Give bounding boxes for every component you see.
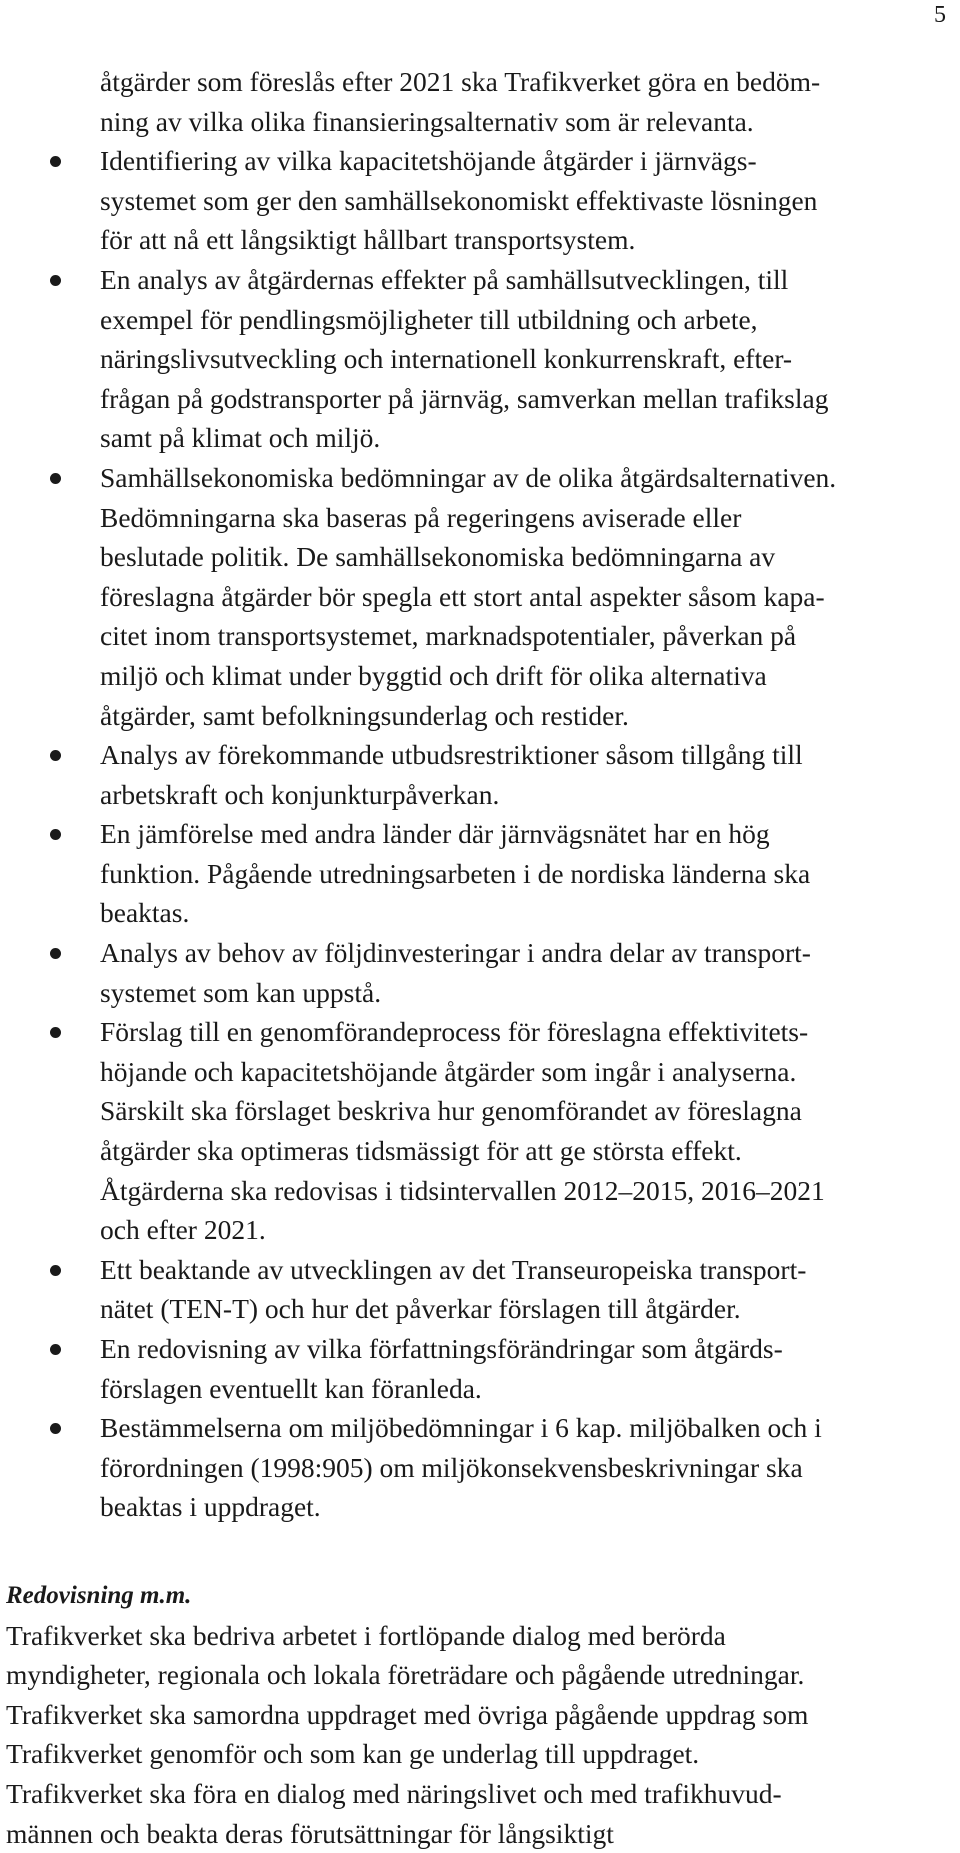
bullet-dot-icon	[50, 1265, 61, 1276]
bullet-text-line: beaktas i uppdraget.	[100, 1491, 321, 1523]
bullet-text-line: för att nå ett långsiktigt hållbart transportsystem.	[100, 224, 636, 256]
bullet-item-2	[0, 260, 960, 458]
bullet-text-line: föreslagna åtgärder bör spegla ett stort antal aspekter såsom kapa-	[100, 580, 825, 612]
bullet-dot-icon	[50, 829, 61, 840]
section-text-line: Trafikverket ska bedriva arbetet i fortlöpande dialog med berörda	[6, 1619, 726, 1651]
bullet-text-line: höjande och kapacitetshöjande åtgärder som ingår i analyserna.	[100, 1055, 797, 1087]
bullet-dot-icon	[50, 1344, 61, 1355]
bullet-text-line: miljö och klimat under byggtid och drift för olika alternativa	[100, 659, 767, 691]
bullet-text-line: Bestämmelserna om miljöbedömningar i 6 kap. miljöbalken och i	[100, 1412, 822, 1444]
bullet-dot-icon	[50, 750, 61, 761]
section-text-line: Trafikverket ska föra en dialog med näringslivet och med trafikhuvud-	[6, 1777, 782, 1809]
bullet-text-line: Ett beaktande av utvecklingen av det Transeuropeiska transport-	[100, 1253, 807, 1285]
bullet-text-line: åtgärder, samt befolkningsunderlag och restider.	[100, 699, 629, 731]
bullet-item-9	[0, 1329, 960, 1408]
bullet-text-line: En analys av åtgärdernas effekter på samhällsutvecklingen, till	[100, 263, 789, 295]
bullet-text-line: förslagen eventuellt kan föranleda.	[100, 1372, 482, 1404]
bullet-text-line: samt på klimat och miljö.	[100, 422, 381, 454]
bullet-text-line: arbetskraft och konjunkturpåverkan.	[100, 778, 500, 810]
bullet-text-line: citet inom transportsystemet, marknadspotentialer, påverkan på	[100, 620, 797, 652]
bullet-item-7	[0, 1012, 960, 1250]
bullet-text-line: Identifiering av vilka kapacitetshöjande åtgärder i järnvägs-	[100, 145, 757, 177]
bullet-item-6	[0, 933, 960, 1012]
bullet-text-line: En jämförelse med andra länder där järnvägsnätet har en hög	[100, 818, 770, 850]
bullet-dot-icon	[50, 473, 61, 484]
bullet-text-line: En redovisning av vilka författningsförändringar som åtgärds-	[100, 1333, 783, 1364]
bullet-text-line: Förslag till en genomförandeprocess för föreslagna effektivitets-	[100, 1016, 809, 1048]
section-heading: Redovisning m.m.	[6, 1581, 192, 1609]
bullet-text-line: Åtgärderna ska redovisas i tidsintervallen 2012–2015, 2016–2021	[100, 1174, 825, 1206]
bullet-text-line: förordningen (1998:905) om miljökonsekvensbeskrivningar ska	[100, 1451, 803, 1483]
bullet-item-4	[0, 735, 960, 814]
bullet-text-line: Bedömningarna ska baseras på regeringens aviserade eller	[100, 501, 742, 533]
bullet-item-10	[0, 1408, 960, 1527]
section-text-line: Trafikverket ska samordna uppdraget med övriga pågående uppdrag som	[6, 1698, 809, 1730]
bullet-item-5	[0, 814, 960, 933]
bullet-text-line: och efter 2021.	[100, 1214, 266, 1246]
intro-line: åtgärder som föreslås efter 2021 ska Trafikverket göra en bedöm-	[100, 66, 821, 97]
bullet-dot-icon	[50, 275, 61, 286]
section-text-line: männen och beakta deras förutsättningar för långsiktigt	[6, 1817, 614, 1849]
bullet-text-line: beslutade politik. De samhällsekonomiska bedömningarna av	[100, 541, 776, 573]
bullet-dot-icon	[50, 1423, 61, 1434]
document-body	[0, 62, 960, 1853]
bullet-text-line: exempel för pendlingsmöjligheter till utbildning och arbete,	[100, 303, 758, 335]
bullet-text-line: systemet som ger den samhällsekonomiskt effektivaste lösningen	[100, 184, 818, 216]
bullet-item-1	[0, 141, 960, 260]
bullet-list	[0, 141, 960, 1527]
bullet-dot-icon	[50, 1027, 61, 1038]
bullet-text-line: Särskilt ska förslaget beskriva hur genomförandet av föreslagna	[100, 1095, 802, 1127]
bullet-text-line: Samhällsekonomiska bedömningar av de olika åtgärdsalternativen.	[100, 461, 837, 493]
bullet-dot-icon	[50, 156, 61, 167]
bullet-item-8	[0, 1250, 960, 1329]
bullet-item-3	[0, 458, 960, 735]
bullet-text-line: systemet som kan uppstå.	[100, 976, 382, 1008]
bullet-text-line: beaktas.	[100, 897, 190, 929]
bullet-text-line: funktion. Pågående utredningsarbeten i de nordiska länderna ska	[100, 857, 811, 889]
intro-line: ning av vilka olika finansieringsalternativ som är relevanta.	[100, 105, 754, 137]
page-number: 5	[934, 2, 946, 28]
bullet-text-line: nätet (TEN-T) och hur det påverkar förslagen till åtgärder.	[100, 1293, 741, 1325]
section-spacer	[0, 1527, 960, 1576]
section-text-line: Trafikverket genomför och som kan ge underlag till uppdraget.	[6, 1738, 700, 1770]
intro-paragraph	[0, 62, 960, 141]
bullet-text-line: frågan på godstransporter på järnväg, samverkan mellan trafikslag	[100, 382, 829, 414]
bullet-text-line: åtgärder ska optimeras tidsmässigt för att ge största effekt.	[100, 1135, 742, 1167]
section-text-line: myndigheter, regionala och lokala företrädare och pågående utredningar.	[6, 1659, 805, 1691]
bullet-text-line: Analys av behov av följdinvesteringar i andra delar av transport-	[100, 937, 811, 969]
section-redovisning	[0, 1576, 960, 1853]
bullet-text-line: näringslivsutveckling och internationell konkurrenskraft, efter-	[100, 343, 793, 375]
bullet-dot-icon	[50, 948, 61, 959]
bullet-text-line: Analys av förekommande utbudsrestriktioner såsom tillgång till	[100, 739, 803, 771]
